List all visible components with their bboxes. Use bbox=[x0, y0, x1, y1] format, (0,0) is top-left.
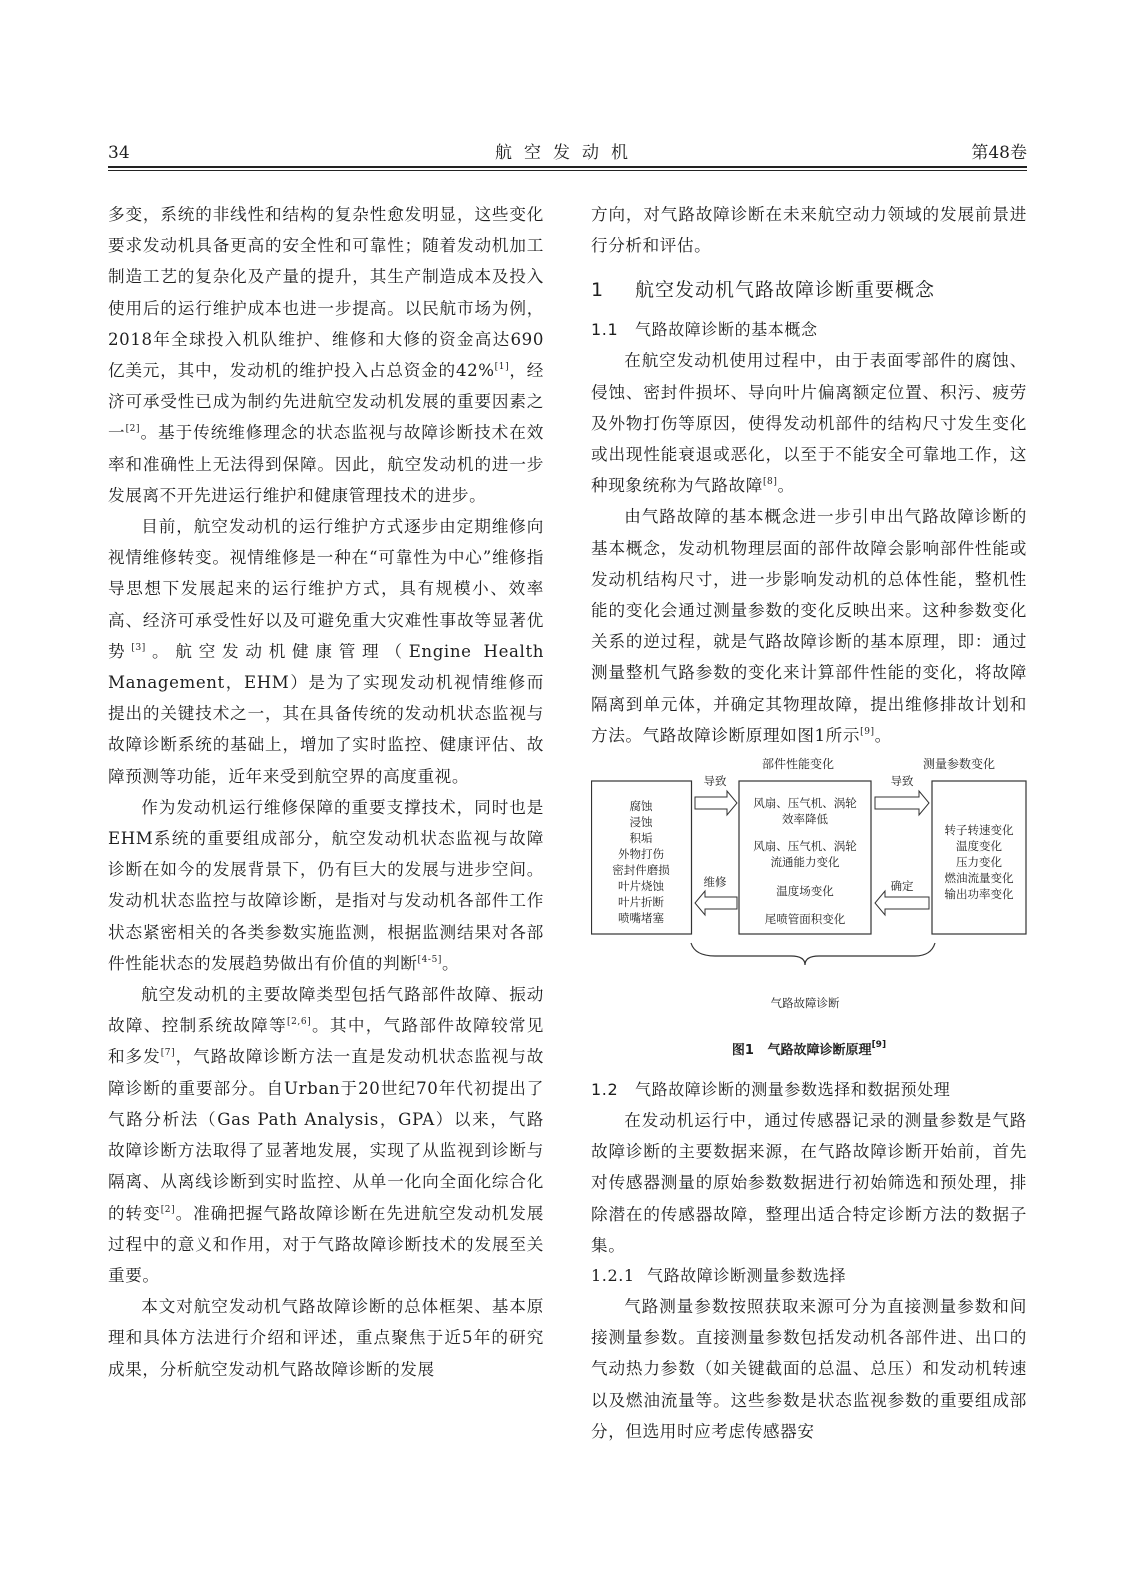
citation[interactable]: [2] bbox=[160, 1204, 176, 1215]
right-column bbox=[591, 199, 1027, 1447]
citation[interactable]: [1] bbox=[494, 362, 510, 373]
measurement-item: 压力变化 bbox=[956, 855, 1002, 870]
caption-number: 图1 bbox=[731, 1043, 754, 1059]
caption-text: 气路故障诊断原理 bbox=[767, 1043, 872, 1059]
performance-item: 风扇、压气机、涡轮 bbox=[753, 839, 857, 854]
header-rule bbox=[108, 166, 1027, 168]
left-column bbox=[108, 199, 544, 1385]
section-title: 气路故障诊断的基本概念 bbox=[635, 320, 818, 340]
measurement-item: 输出功率变化 bbox=[944, 887, 1014, 902]
brace bbox=[691, 943, 935, 965]
paragraph: 多变，系统的非线性和结构的复杂性愈发明显，这些变化要求发动机具备更高的安全性和可靠性；随着发动机加工制造工艺的复杂化及产量的提升，其生产制造成本及投入使用后的运行维护成本也进一步提高。以民航市场为例，2018年全球投入机队维护、维修和大修的资金高达690亿美元，其中，发动机的维护投入占总资金的42%[1]，经济可承受性已成为制约先进航空发动机发展的重要因素之一[2]。基于传统维修理念的状态监视与故障诊断技术在效率和准确性上无法得到保障。因此，航空发动机的进一步发展离不开先进运行维护和健康管理技术的进步。 bbox=[108, 205, 544, 505]
arrow-right-lead-to bbox=[875, 791, 929, 815]
brace-label: 气路故障诊断 bbox=[770, 996, 840, 1011]
fault-item: 浸蚀 bbox=[629, 815, 653, 830]
measurement-item: 燃油流量变化 bbox=[944, 871, 1014, 886]
citation[interactable]: [2,6] bbox=[286, 1017, 312, 1028]
citation[interactable]: [3] bbox=[131, 642, 146, 653]
subsection-heading bbox=[591, 315, 1027, 345]
header-rule-thin bbox=[108, 170, 1027, 171]
citation[interactable]: [8] bbox=[762, 477, 778, 488]
page-number: 34 bbox=[108, 143, 130, 163]
arrow-label-lead-to: 导致 bbox=[890, 774, 914, 789]
section-heading bbox=[591, 275, 1027, 305]
fault-item: 喷嘴堵塞 bbox=[618, 911, 664, 926]
section-title: 气路故障诊断测量参数选择 bbox=[647, 1266, 847, 1286]
subsection-heading bbox=[591, 1075, 1027, 1105]
arrow-left-determine bbox=[875, 891, 929, 915]
paragraph: 目前，航空发动机的运行维护方式逐步由定期维修向视情维修转变。视情维修是一种在“可靠性为中心”维修指导思想下发展起来的运行维护方式，具有规模小、效率高、经济可承受性好以及可避免重大灾难性事故等显著优势[3]。航空发动机健康管理（Engine Health Management，EHM）是为了实现发动机视情维修而提出的关键技术之一，其在具备传统的发动机状态监视与故障诊断系统的基础上，增加了实时监控、健康评估、故障预测等功能，近年来受到航空界的高度重视。 bbox=[108, 517, 544, 786]
citation[interactable]: [7] bbox=[160, 1048, 176, 1059]
measurement-item: 转子转速变化 bbox=[944, 823, 1014, 838]
performance-item: 温度场变化 bbox=[776, 884, 834, 899]
header-measurement-params: 测量参数变化 bbox=[922, 757, 996, 772]
running-header bbox=[108, 141, 1027, 171]
performance-item: 尾喷管面积变化 bbox=[764, 912, 846, 927]
section-title: 气路故障诊断的测量参数选择和数据预处理 bbox=[635, 1080, 951, 1100]
section-number: 1.1 bbox=[591, 320, 619, 340]
measurement-item: 温度变化 bbox=[956, 839, 1002, 854]
fault-item: 积垢 bbox=[629, 831, 653, 846]
paragraph: 航空发动机的主要故障类型包括气路部件故障、振动故障、控制系统故障等[2,6]。其中，气路部件故障较常见和多发[7]，气路故障诊断方法一直是发动机状态监视与故障诊断的重要部分。自Urban于20世纪70年代初提出了气路分析法（Gas Path Analysis，GPA）以来，气路故障诊断方法取得了显著地发展，实现了从监视到诊断与隔离、从离线诊断到实时监控、从单一化向全面化综合化的转变[2]。准确把握气路故障诊断在先进航空发动机发展过程中的意义和作用，对于气路故障诊断技术的发展至关重要。 bbox=[108, 985, 544, 1285]
subsubsection-heading bbox=[591, 1261, 1027, 1291]
arrow-left-maintenance bbox=[695, 891, 737, 915]
diagram bbox=[591, 753, 1027, 1033]
section-number: 1.2.1 bbox=[591, 1266, 635, 1286]
figure-1 bbox=[591, 753, 1027, 1071]
section-number: 1.2 bbox=[591, 1080, 619, 1100]
performance-item: 风扇、压气机、涡轮 bbox=[753, 796, 857, 811]
citation[interactable]: [2] bbox=[125, 424, 141, 435]
paragraph: 作为发动机运行维修保障的重要支撑技术，同时也是EHM系统的重要组成部分，航空发动机状态监视与故障诊断在如今的发展背景下，仍有巨大的发展与进步空间。发动机状态监控与故障诊断，是指对与发动机各部件工作状态紧密相关的各类参数实施监测，根据监测结果对各部件性能状态的发展趋势做出有价值的判断[4-5]。 bbox=[108, 797, 544, 973]
arrow-right-lead-to bbox=[695, 791, 737, 815]
citation[interactable]: [9] bbox=[871, 1040, 887, 1051]
performance-item: 流通能力变化 bbox=[770, 855, 840, 870]
citation[interactable]: [4-5] bbox=[417, 954, 443, 965]
paragraph: 本文对航空发动机气路故障诊断的总体框架、基本原理和具体方法进行介绍和评述，重点聚焦于近5年的研究成果，分析航空发动机气路故障诊断的发展 bbox=[108, 1297, 544, 1379]
figure-caption bbox=[591, 1039, 1027, 1058]
fault-item: 叶片烧蚀 bbox=[618, 879, 664, 894]
section-number: 1 bbox=[591, 279, 605, 302]
journal-name: 航空发动机 bbox=[495, 143, 640, 163]
paragraph: 在发动机运行中，通过传感器记录的测量参数是气路故障诊断的主要数据来源，在气路故障诊断开始前，首先对传感器测量的原始参数数据进行初始筛选和预处理，排除潜在的传感器故障，整理出适合特定诊断方法的数据子集。 bbox=[591, 1111, 1027, 1255]
paragraph: 由气路故障的基本概念进一步引申出气路故障诊断的基本概念，发动机物理层面的部件故障会影响部件性能或发动机结构尺寸，进一步影响发动机的总体性能，整机性能的变化会通过测量参数的变化反映出来。这种参数变化关系的逆过程，就是气路故障诊断的基本原理，即：通过测量整机气路参数的变化来计算部件性能的变化，将故障隔离到单元体，并确定其物理故障，提出维修排故计划和方法。气路故障诊断原理如图1所示[9]。 bbox=[591, 507, 1027, 745]
fault-item: 腐蚀 bbox=[629, 799, 653, 814]
volume-label: 第48卷 bbox=[971, 143, 1027, 163]
paragraph: 在航空发动机使用过程中，由于表面零部件的腐蚀、侵蚀、密封件损坏、导向叶片偏离额定位置、积污、疲劳及外物打伤等原因，使得发动机部件的结构尺寸发生变化或出现性能衰退或恶化，以至于不能安全可靠地工作，这种现象统称为气路故障[8]。 bbox=[591, 351, 1027, 496]
performance-item: 效率降低 bbox=[782, 812, 828, 827]
arrow-label-determine: 确定 bbox=[890, 879, 914, 894]
fault-item: 外物打伤 bbox=[618, 847, 664, 862]
arrow-label-lead-to: 导致 bbox=[703, 774, 727, 789]
fault-item: 密封件磨损 bbox=[612, 863, 670, 878]
fault-item: 叶片折断 bbox=[618, 895, 664, 910]
citation[interactable]: [9] bbox=[860, 726, 875, 737]
header-component-performance: 部件性能变化 bbox=[761, 757, 835, 772]
section-title: 航空发动机气路故障诊断重要概念 bbox=[635, 279, 936, 302]
paragraph: 气路测量参数按照获取来源可分为直接测量参数和间接测量参数。直接测量参数包括发动机各部件进、出口的气动热力参数（如关键截面的总温、总压）和发动机转速以及燃油流量等。这些参数是状态监视参数的重要组成部分，但选用时应考虑传感器安 bbox=[591, 1297, 1027, 1441]
arrow-label-maintenance: 维修 bbox=[703, 875, 727, 890]
paragraph: 方向，对气路故障诊断在未来航空动力领域的发展前景进行分析和评估。 bbox=[591, 205, 1027, 256]
